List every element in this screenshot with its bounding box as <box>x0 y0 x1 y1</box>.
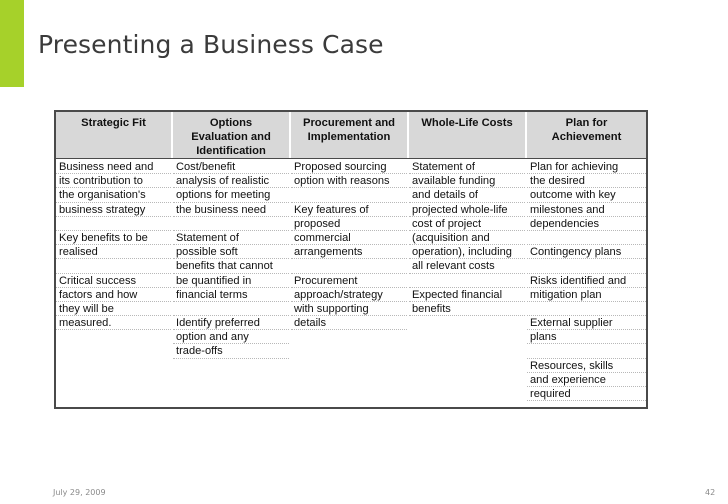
cell-line: details <box>291 316 407 330</box>
cell-line: Critical success <box>56 274 171 288</box>
header-line: Procurement and <box>302 117 395 129</box>
cell-line: cost of project <box>409 217 525 231</box>
cell-line: milestones and <box>527 203 646 217</box>
cell-line: Statement of <box>409 160 525 174</box>
cell-line: option with reasons <box>291 174 407 188</box>
cell-line <box>173 217 289 231</box>
cell-line <box>409 274 525 288</box>
cell-line: mitigation plan <box>527 288 646 302</box>
cell-line: Cost/benefit <box>173 160 289 174</box>
cell-line: Expected financial <box>409 288 525 302</box>
cell-line <box>291 259 407 273</box>
cell-line: its contribution to <box>56 174 171 188</box>
footer-date: July 29, 2009 <box>53 488 106 497</box>
cell-line: and details of <box>409 188 525 202</box>
cell-line: factors and how <box>56 288 171 302</box>
cell-line <box>527 344 646 358</box>
cell-line: Key benefits to be <box>56 231 171 245</box>
cell-line: plans <box>527 330 646 344</box>
cell-line: available funding <box>409 174 525 188</box>
cell-line: outcome with key <box>527 188 646 202</box>
cell-line: all relevant costs <box>409 259 525 273</box>
cell-line: projected whole-life <box>409 203 525 217</box>
header-strategic-fit <box>56 112 171 159</box>
cell-line: financial terms <box>173 288 289 302</box>
column-procurement <box>291 160 407 330</box>
cell-line: with supporting <box>291 302 407 316</box>
column-whole-life-costs <box>409 160 525 316</box>
column-options-evaluation <box>173 160 289 359</box>
cell-line: Contingency plans <box>527 245 646 259</box>
header-line: Implementation <box>307 131 391 143</box>
business-case-table <box>54 110 648 409</box>
header-line: Plan for <box>565 117 608 129</box>
header-line: Evaluation and <box>191 131 271 143</box>
accent-bar <box>0 0 24 87</box>
cell-line: commercial <box>291 231 407 245</box>
cell-line <box>527 302 646 316</box>
cell-line: arrangements <box>291 245 407 259</box>
slide-title: Presenting a Business Case <box>38 30 384 59</box>
cell-line: Business need and <box>56 160 171 174</box>
page-number: 42 <box>705 488 716 497</box>
cell-line: dependencies <box>527 217 646 231</box>
cell-line: option and any <box>173 330 289 344</box>
cell-line: the organisation's <box>56 188 171 202</box>
column-strategic-fit <box>56 160 171 330</box>
header-line: Whole-Life Costs <box>421 117 513 129</box>
cell-line: analysis of realistic <box>173 174 289 188</box>
header-procurement <box>291 112 407 159</box>
cell-line: measured. <box>56 316 171 330</box>
cell-line <box>56 217 171 231</box>
cell-line: and experience <box>527 373 646 387</box>
cell-line: Proposed sourcing <box>291 160 407 174</box>
cell-line: approach/strategy <box>291 288 407 302</box>
header-line: Options <box>209 117 253 129</box>
cell-line: options for meeting <box>173 188 289 202</box>
cell-line: Procurement <box>291 274 407 288</box>
column-plan-for-achievement <box>527 160 646 401</box>
header-separator <box>56 158 646 159</box>
cell-line: benefits that cannot <box>173 259 289 273</box>
cell-line: they will be <box>56 302 171 316</box>
header-plan-for-achievement <box>527 112 646 159</box>
cell-line: External supplier <box>527 316 646 330</box>
cell-line: Identify preferred <box>173 316 289 330</box>
cell-line <box>527 231 646 245</box>
cell-line: realised <box>56 245 171 259</box>
cell-line: (acquisition and <box>409 231 525 245</box>
header-line: Strategic Fit <box>81 117 146 129</box>
header-whole-life-costs <box>409 112 525 159</box>
cell-line <box>527 259 646 273</box>
table-header-row <box>56 112 646 159</box>
cell-line: be quantified in <box>173 274 289 288</box>
cell-line: Resources, skills <box>527 359 646 373</box>
cell-line: Key features of <box>291 203 407 217</box>
header-line: Identification <box>196 145 266 157</box>
cell-line <box>56 259 171 273</box>
header-line: Achievement <box>551 131 622 143</box>
cell-line: business strategy <box>56 203 171 217</box>
header-options-evaluation <box>173 112 289 159</box>
cell-line: Statement of <box>173 231 289 245</box>
cell-line: proposed <box>291 217 407 231</box>
cell-line <box>291 188 407 202</box>
accent-bar-gap <box>0 87 24 91</box>
cell-line: Risks identified and <box>527 274 646 288</box>
cell-line: Plan for achieving <box>527 160 646 174</box>
cell-line: the desired <box>527 174 646 188</box>
cell-line: required <box>527 387 646 401</box>
cell-line: benefits <box>409 302 525 316</box>
cell-line <box>173 302 289 316</box>
cell-line: trade-offs <box>173 344 289 358</box>
cell-line: possible soft <box>173 245 289 259</box>
cell-line: the business need <box>173 203 289 217</box>
cell-line: operation), including <box>409 245 525 259</box>
